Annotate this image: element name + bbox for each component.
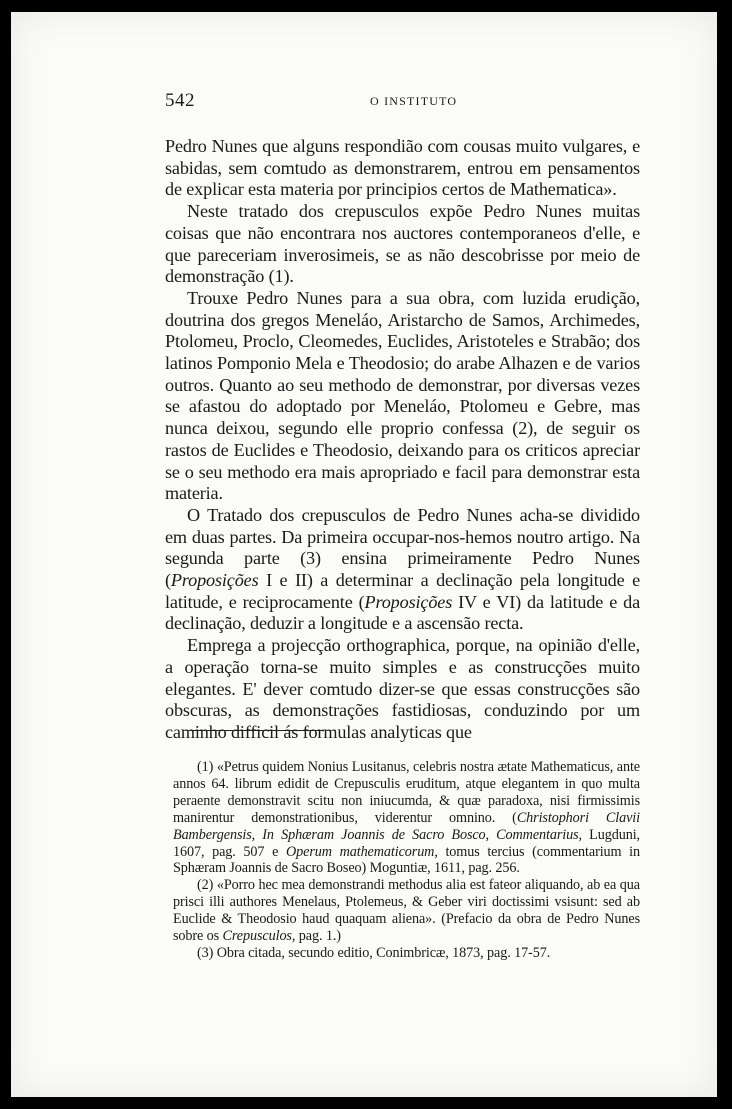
paragraph-5: Emprega a projecção orthographica, porque, na opinião d'elle, a operação torna-se muito simples e as construcções muito elegantes. E' dever comtudo dizer-se que essas construcções são obscuras, as demonstrações fastidiosas, conduzindo por um caminho difficil ás formulas analyticas que [165,635,640,742]
body-text [165,136,640,744]
footnote-1-italic-b: Christophori Clavii Bambergensis, In Sphæram Joannis de Sacro Bosco, Commentarius, [173,809,640,843]
footnote-2-text-a: (2) «Porro hec mea demonstrandi methodus alia est fateor aliquando, ab ea qua prisci illi authores Menelaus, Ptolemeus, & Geber viri doctissimi vsisunt: sed ab Euclide & Theodosio haud quaquam aliena». (Prefacio da obra de Pedro Nunes sobre os [173,877,640,945]
page-number: 542 [165,90,195,111]
paragraph-4-text-a: O Tratado dos crepusculos de Pedro Nunes acha-se dividido em duas partes. Da primeira occupar-nos-hemos noutro artigo. Na segunda parte (3) ensina primeiramente Pedro Nunes ( [165,504,640,591]
paragraph-4 [165,505,640,635]
footnote-1-text-a: (1) «Petrus quidem Nonius Lusitanus, celebris nostra ætate Mathematicus, ante annos 64. librum edidit de Crepusculis eruditum, atque elegantem in quo multa peraente demonstravit scitu non iniucumda, & quæ paradoxa, nisi firmissimis manirentur demonstrationibus, viderentur omnino. ( [173,759,640,826]
paragraph-4-text-e: IV e VI) da latitude e da declinação, deduzir a longitude e a ascensão recta. [165,591,641,634]
page-header [165,90,640,116]
paragraph-2: Neste tratado dos crepusculos expõe Pedro Nunes muitas coisas que não encontrara nos auctores contemporaneos d'elle, e que pareceriam inverosimeis, se as não descobrisse por meio de demonstração (1). [165,201,640,287]
footnote-2-italic-b: Crepusculos, [222,928,296,945]
footnote-3: (3) Obra citada, secundo editio, Conimbricæ, 1873, pag. 17-57. [197,944,551,961]
footnote-1-italic-d: Operum mathematicorum, [286,843,438,860]
paragraph-4-italic-b: Proposições [170,570,259,591]
document-page [11,12,717,1097]
footnote-1-text-c: Lugduni, 1607, pag. 507 e [173,826,640,860]
paragraph-4-italic-d: Proposições [364,591,453,612]
footnotes [173,759,640,962]
footnote-1 [173,759,640,877]
paragraph-1: Pedro Nunes que alguns respondião com cousas muito vulgares, e sabidas, sem comtudo as demonstrarem, entrou em pensamentos de explicar esta materia por principios certos de Mathematica». [165,136,640,200]
footnote-2 [173,877,640,945]
footnote-2-text-c: pag. 1.) [295,928,341,945]
paragraph-4-text-c: I e II) a determinar a declinação pela longitude e latitude, e reciprocamente ( [165,570,640,612]
running-head: O INSTITUTO [370,94,458,108]
footnote-1-text-e: tomus tercius (commentarium in Sphæram Joannis de Sacro Boseo) Moguntiæ, 1611, pag. 256. [173,843,640,877]
footnote-separator [189,730,324,731]
paragraph-3: Trouxe Pedro Nunes para a sua obra, com luzida erudição, doutrina dos gregos Meneláo, Aristarcho de Samos, Archimedes, Ptolomeu, Proclo, Cleomedes, Euclides, Aristoteles e Strabão; dos latinos Pomponio Mela e Theodosio; do arabe Alhazen e de varios outros. Quanto ao seu methodo de demonstrar, por diversas vezes se afastou do adoptado por Meneláo, Ptolomeu e Gebre, mas nunca deixou, segundo elle proprio confessa (2), de seguir os rastos de Euclides e Theodosio, deixando para os criticos apreciar se o seu methodo era mais apropriado e facil para demonstrar esta materia. [165,287,640,504]
